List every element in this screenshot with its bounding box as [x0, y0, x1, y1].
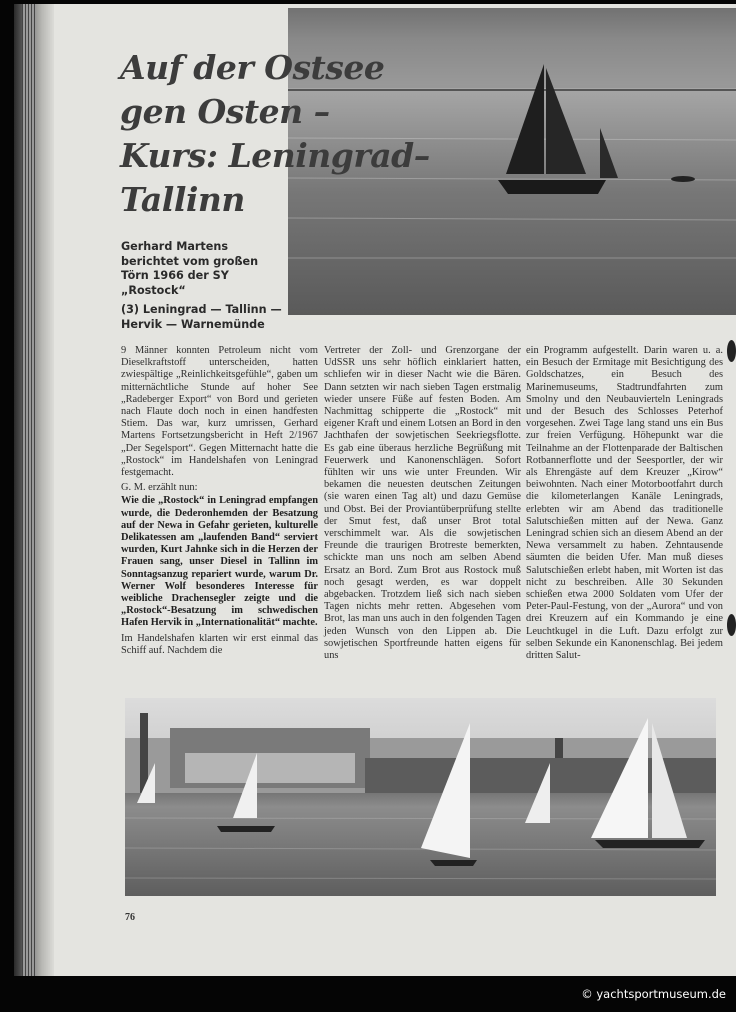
title-line: gen Osten – [120, 92, 330, 131]
body-paragraph: Vertreter der Zoll- und Grenzorgane der UdSSR uns sehr höflich einklariert hatten, schliefen wir in dieser Nacht wie die Bären. Dann setzten wir nach sieben Tagen erstmalig wieder unsere Füße auf festen Boden. Am Nachmittag schipperte die „Rostock“ mit eigener Kraft und einem Lotsen an Bord in den Jachthafen der sowjetischen Seekriegsflotte. Es gab eine überaus herzliche Begrüßung mit Feuerwerk und Kanonenschlägen. Sofort fühlten wir uns wie unter Freunden. Wir bekamen die neuesten deutschen Zeitungen (sie waren einen Tag alt) und dazu Gemüse und Obst. Bei der Proviantüberprüfung stellte der Smut fest, daß unser Brot total verschimmelt war. Als die sowjetischen Freunde die traurigen Brotreste bemerkten, schickte man uns noch am selben Abend Ersatz an Bord. Zum Brot aus Rostock muß noch gesagt werden, es war doppelt abgebacken. Trotzdem ließ sich nach sieben Tagen nichts mehr retten. Abgesehen vom Brot, las man uns auch in den folgenden Tagen jeden Wunsch von den Lippen ab. Die sowjetischen Sportfreunde hatten eigens für uns [324, 345, 521, 662]
body-paragraph: Im Handelshafen klarten wir erst einmal das Schiff auf. Nachdem die [121, 632, 318, 656]
summary-paragraph: Wie die „Rostock“ in Leningrad empfangen wurde, die Dederonhemden der Besatzung auf der Newa in Gefahr gerieten, kulturelle Delikatessen am „laufenden Band“ serviert wurden, Kurt Jahnke sich in die Herzen der Frauen sang, unser Diesel in Tallinn im Sonntagsanzug repariert wurde, warum Dr. Werner Wolf besonderes Interesse für weibliche Drachensegler zeigte und die „Rostock“-Besatzung im schwedischen Hafen Hervik in „Internationalität“ machte. [121, 495, 318, 629]
copyright-credit: © yachtsportmuseum.de [581, 987, 726, 1001]
page-number: 76 [125, 912, 135, 923]
article-title [120, 46, 430, 222]
gm-paragraph: G. M. erzählt nun: [121, 482, 198, 494]
article-subtitle [121, 240, 286, 337]
title-line: Tallinn [120, 180, 245, 219]
intro-paragraph: 9 Männer konnten Petroleum nicht vom Dieselkraftstoff unterscheiden, hatten zwiespältige „Reinlichkeitsgefühle“, gaben um mitternächtliche Stunde auf hoher See „Radeberger Export“ von Bord und gerieten nach Flaute doch noch in einen handfesten Stiem. Das war, kurz umrissen, Gerhard Martens Fortsetzungsbericht in Heft 2/1967 „Der Segelsport“. Gegen Mitternacht hatte die „Rostock“ im Handelshafen von Leningrad festgemacht. [121, 345, 318, 479]
text-column-2 [324, 345, 521, 665]
title-line: Kurs: Leningrad– [120, 136, 430, 175]
binder-hole [727, 340, 736, 362]
part-heading: (3) Leningrad — Tallinn — Hervik — Warnemünde [121, 303, 282, 331]
binder-hole [727, 614, 736, 636]
byline: Gerhard Martens berichtet vom großen Törn 1966 der SY „Rostock“ [121, 240, 259, 297]
text-column-1 [121, 345, 318, 660]
binding-edges [22, 4, 36, 976]
leningrad-regatta-photo [125, 698, 716, 896]
body-paragraph: ein Programm aufgestellt. Darin waren u. a. ein Besuch der Ermitage mit Besichtigung des Goldschatzes, ein Besuch des Marinemuseums, Stadtrundfahrten zum Smolny und den Neubauvierteln Leningrads und der Besuch des Schlosses Peterhof vorgesehen. Zwei Tage lang stand uns ein Bus zur freien Verfügung. Höhepunkt war die Teilnahme an der Flottenparade der Baltischen Rotbannerflotte und der Seesportler, der wir als Ehrengäste auf dem Kreuzer „Kirow“ beiwohnten. Nach einer Motorbootfahrt durch die kilometerlangen Kanäle Leningrads, erlebten wir am Abend das traditionelle Salutschießen mitten auf der Newa. Ganz Leningrad schien sich an diesem Abend an der Newa versammelt zu haben. Zehntausende säumten die beiden Ufer. Man muß dieses Salutschießen erlebt haben, mit Worten ist das nicht zu beschreiben. Alle 30 Sekunden schießen etwa 2000 Soldaten vom Ufer der Peter-Paul-Festung, von der „Aurora“ und von drei Kreuzern auf ein Kommando je eine Leuchtkugel in die Luft. Dazu erfolgt zur selben Sekunde ein Kanonenschlag. Bei jedem dritten Salut- [526, 345, 723, 662]
title-line: Auf der Ostsee [120, 48, 385, 87]
text-column-3 [526, 345, 723, 665]
